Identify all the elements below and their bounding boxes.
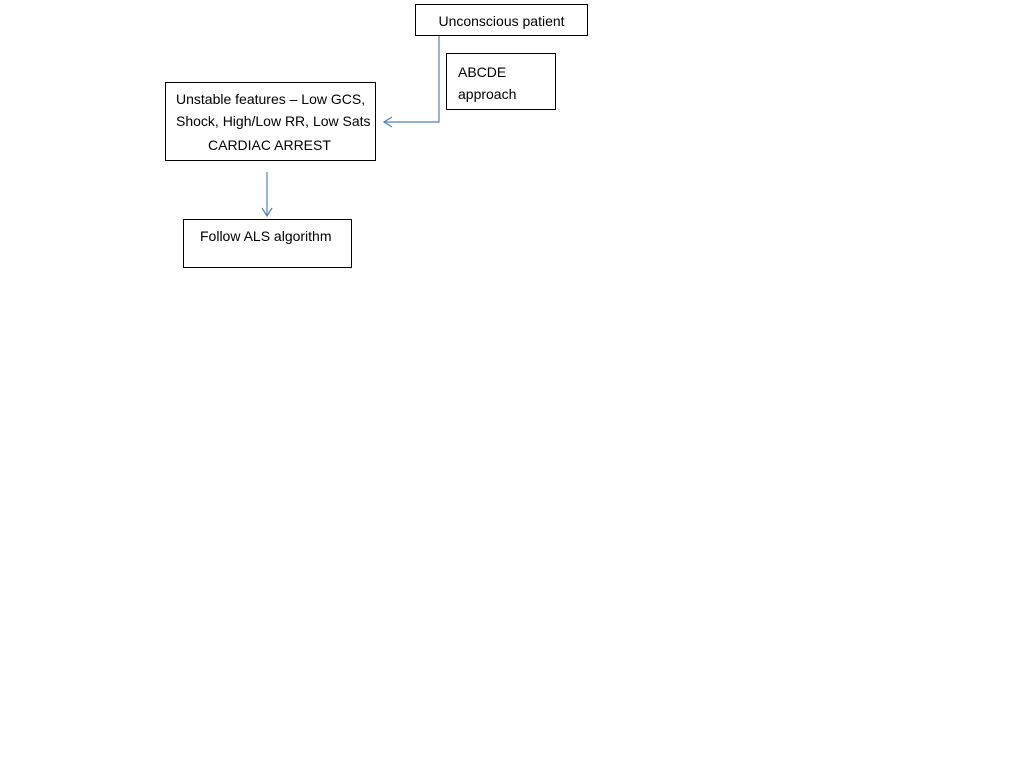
node-als-label: Follow ALS algorithm (200, 228, 332, 244)
node-abcde-line2: approach (458, 86, 517, 102)
arrowhead-unstable (384, 117, 392, 127)
node-unstable-line2: Shock, High/Low RR, Low Sats (176, 113, 371, 129)
node-unstable-line1: Unstable features – Low GCS, (176, 91, 366, 107)
node-follow-als (183, 219, 352, 268)
arrowhead-als (262, 208, 272, 216)
edge-unconscious-to-unstable (384, 36, 439, 122)
node-unconscious-label: Unconscious patient (438, 13, 565, 29)
node-unconscious-patient (415, 4, 588, 36)
node-unstable-cardiac-arrest: CARDIAC ARREST (208, 137, 331, 153)
node-abcde-line1: ABCDE (458, 64, 507, 80)
node-unstable-features (165, 82, 376, 161)
node-abcde-approach (446, 53, 556, 110)
